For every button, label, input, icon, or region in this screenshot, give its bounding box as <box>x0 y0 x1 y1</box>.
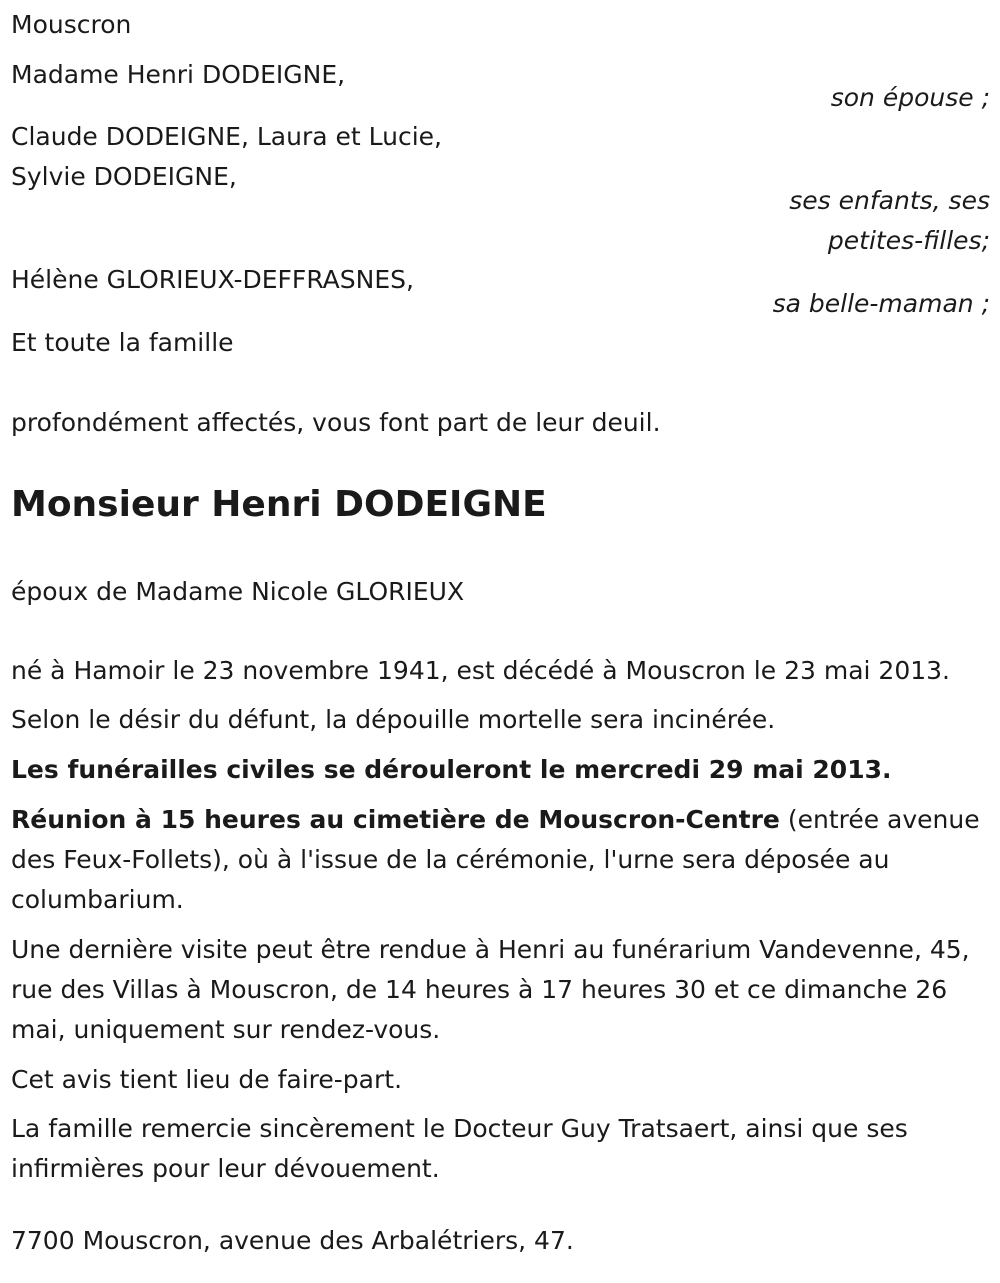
children-role-line-1: ses enfants, ses <box>789 186 990 215</box>
meeting-rest: (entrée avenue des Feux-Follets), où à l'issue de la cérémonie, l'urne sera déposée au columbarium. <box>11 805 980 914</box>
children-line-1: Claude DODEIGNE, Laura et Lucie, <box>11 122 442 151</box>
city-label: Mouscron <box>11 10 132 39</box>
spouse-role: son épouse ; <box>830 83 990 112</box>
intro-text: profondément affectés, vous font part de leur deuil. <box>11 408 661 437</box>
children-role-line-2: petites-filles; <box>827 226 990 255</box>
visit-paragraph: Une dernière visite peut être rendue à Henri au funérarium Vandevenne, 45, rue des Villas à Mouscron, de 14 heures à 17 heures 30 et ce dimanche 26 mai, uniquement sur rendez-vous. <box>11 935 970 1044</box>
meeting-paragraph <box>11 800 991 920</box>
children-line-2: Sylvie DODEIGNE, <box>11 162 237 191</box>
address: 7700 Mouscron, avenue des Arbalétriers, 47. <box>11 1226 574 1255</box>
cremation-text: Selon le désir du défunt, la dépouille mortelle sera incinérée. <box>11 705 776 734</box>
spouse-of: époux de Madame Nicole GLORIEUX <box>11 577 465 606</box>
funeral-text: Les funérailles civiles se dérouleront le mercredi 29 mai 2013. <box>11 755 892 784</box>
birth-death: né à Hamoir le 23 novembre 1941, est décédé à Mouscron le 23 mai 2013. <box>11 656 950 685</box>
mother-in-law-role: sa belle-maman ; <box>772 289 990 318</box>
spouse-name: Madame Henri DODEIGNE, <box>11 60 346 89</box>
deceased-name: Monsieur Henri DODEIGNE <box>11 484 547 525</box>
thanks-paragraph: La famille remercie sincèrement le Docteur Guy Tratsaert, ainsi que ses infirmières pour leur dévouement. <box>11 1114 908 1183</box>
whole-family: Et toute la famille <box>11 328 234 357</box>
notice-text: Cet avis tient lieu de faire-part. <box>11 1065 403 1094</box>
meeting-bold: Réunion à 15 heures au cimetière de Mouscron-Centre <box>11 805 780 834</box>
mother-in-law-name: Hélène GLORIEUX-DEFFRASNES, <box>11 265 414 294</box>
